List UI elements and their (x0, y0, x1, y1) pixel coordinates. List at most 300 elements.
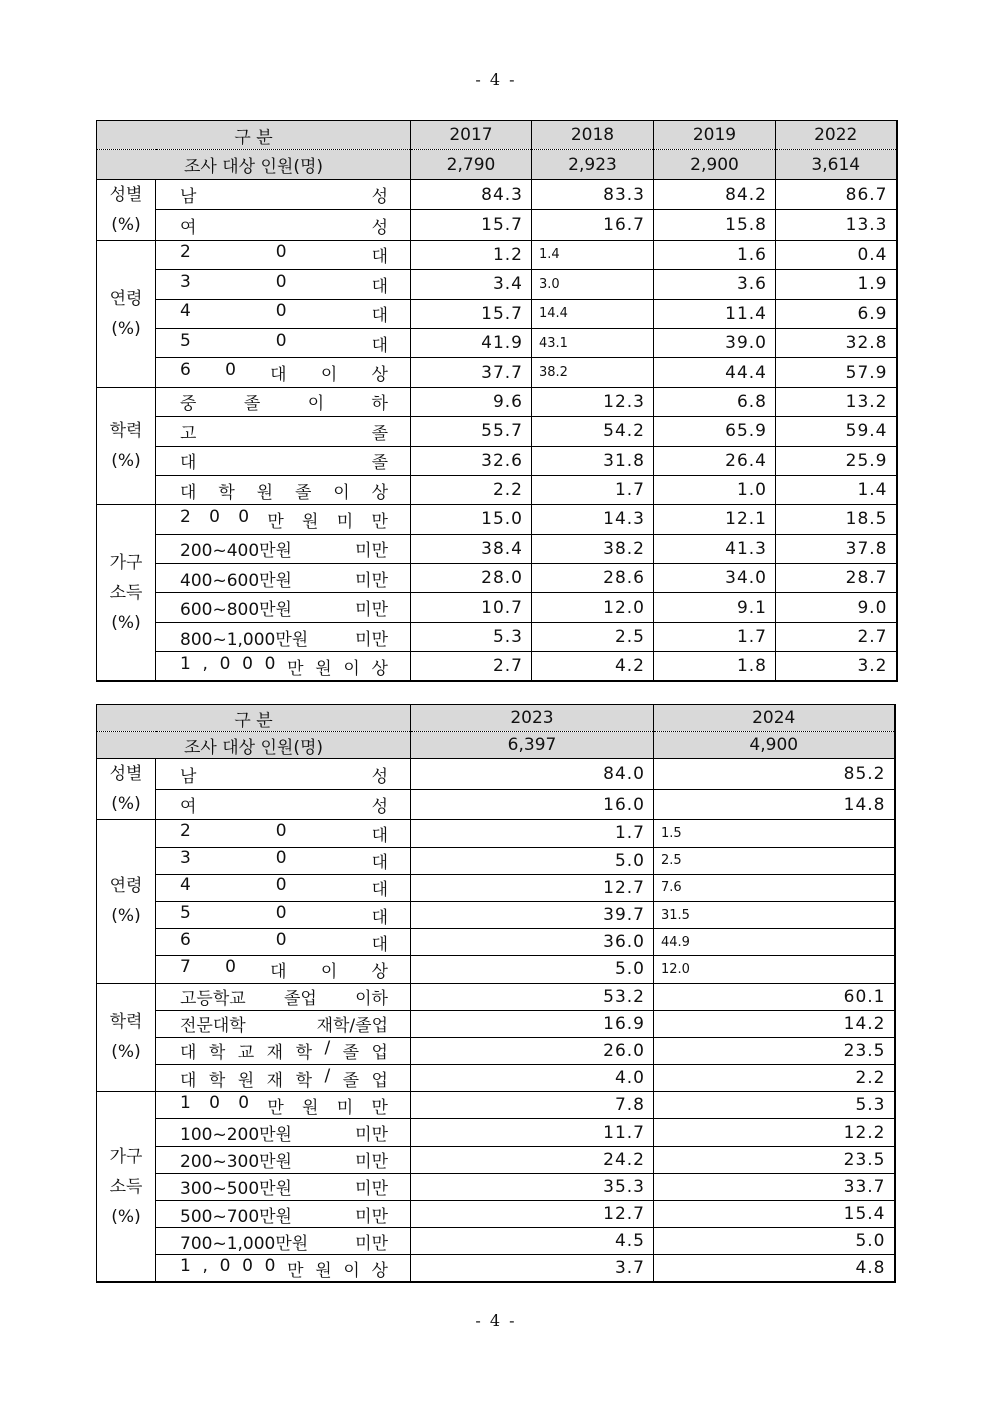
value-cell: 1.5 (654, 820, 895, 847)
row-label-part: 이 (320, 365, 338, 386)
category-label: 연령 (109, 876, 143, 897)
value-cell: 60.1 (654, 983, 895, 1010)
row-label (156, 1065, 411, 1092)
row-label-part: 대 (371, 907, 388, 928)
row-label-part: 재학/졸업 (316, 1016, 388, 1037)
value-cell: 43.1 (532, 328, 654, 357)
value-cell: 13.3 (776, 210, 897, 241)
row-label-part: 4 (180, 875, 191, 896)
row-label (156, 874, 411, 901)
row-label-part: 500~700만원 (180, 1206, 292, 1227)
row-label-part: 대 (371, 247, 388, 268)
value-cell: 12.7 (411, 874, 654, 901)
value-cell: 3.4 (411, 270, 532, 299)
row-label-part: 여 (180, 797, 197, 818)
row-label-part: 0 (225, 956, 236, 977)
value-cell: 26.4 (654, 446, 776, 475)
row-label-part: 학 (218, 482, 235, 503)
value-cell: 35.3 (411, 1173, 654, 1200)
page-number-top: - 4 - (475, 70, 517, 89)
table-row (97, 1201, 895, 1228)
value-cell: 41.9 (411, 328, 532, 357)
value-cell: 38.4 (411, 534, 532, 563)
category-cell (97, 1092, 156, 1282)
value-cell: 1.9 (776, 270, 897, 299)
row-label-part: 800~1,000만원 (180, 629, 309, 650)
header-category-label: 구 분 (97, 121, 411, 150)
value-cell: 39.7 (411, 901, 654, 928)
value-cell: 34.0 (654, 564, 776, 593)
value-cell: 36.0 (411, 929, 654, 956)
table-row (97, 534, 897, 563)
row-label-part: 원 (237, 1070, 255, 1091)
row-label-part: 미만 (355, 600, 388, 621)
row-label (156, 417, 411, 446)
value-cell: 14.8 (654, 789, 895, 820)
table-row (97, 1092, 895, 1119)
category-cell (97, 505, 156, 681)
category-label: 학력 (109, 421, 143, 442)
row-label-part: 학 (208, 1043, 226, 1064)
year-header: 2023 (411, 705, 654, 732)
row-label-part: 미만 (355, 541, 388, 562)
table-row (97, 179, 897, 210)
row-label-part: 0 (225, 360, 236, 381)
table-row (97, 1146, 895, 1173)
row-label (156, 534, 411, 563)
row-label (156, 593, 411, 622)
value-cell: 10.7 (411, 593, 532, 622)
value-cell: 37.8 (776, 534, 897, 563)
table-row (97, 1065, 895, 1092)
row-label-part: 미만 (355, 1206, 388, 1227)
header-row (97, 705, 895, 732)
row-label-part: 1 (180, 1255, 191, 1276)
category-label: 가구 (109, 552, 143, 573)
value-cell: 57.9 (776, 358, 897, 387)
value-cell: 12.0 (532, 593, 654, 622)
row-label-part: 200~400만원 (180, 541, 292, 562)
row-label (156, 652, 411, 681)
value-cell: 14.3 (532, 505, 654, 534)
value-cell: 44.4 (654, 358, 776, 387)
row-label-part: 성 (371, 797, 388, 818)
row-label-part: 3 (180, 271, 191, 292)
row-label-part: 졸업 (283, 989, 317, 1010)
value-cell: 13.2 (776, 387, 897, 416)
row-label-part: 졸 (342, 1070, 360, 1091)
row-label-part: 0 (209, 506, 220, 527)
row-label-part: 0 (275, 902, 287, 923)
row-label (156, 1173, 411, 1200)
row-label-part: 만 (287, 658, 304, 679)
row-label-part: , (202, 1255, 208, 1276)
row-label (156, 1092, 411, 1119)
value-cell: 1.7 (532, 475, 654, 504)
table-row (97, 593, 897, 622)
category-label: (%) (111, 451, 141, 472)
value-cell: 12.3 (532, 387, 654, 416)
row-label-part: 1 (180, 1092, 191, 1113)
row-label-part: 미만 (355, 570, 388, 591)
row-label-part: 미 (336, 511, 354, 532)
value-cell: 5.3 (654, 1092, 895, 1119)
row-label-part: , (202, 653, 208, 674)
table-row (97, 1255, 895, 1282)
row-label-part: 남 (180, 766, 197, 787)
value-cell: 38.2 (532, 358, 654, 387)
header-row (97, 121, 897, 150)
value-cell: 2.5 (532, 622, 654, 651)
year-header: 2024 (654, 705, 895, 732)
row-label-part: 5 (180, 330, 191, 351)
row-label-part: 대 (270, 961, 287, 982)
value-cell: 12.7 (411, 1201, 654, 1228)
category-cell (97, 240, 156, 387)
value-cell: 14.4 (532, 299, 654, 328)
row-label-part: 남 (180, 187, 197, 208)
row-label-part: 고 (180, 423, 197, 444)
table-row (97, 210, 897, 241)
row-label (156, 240, 411, 269)
value-cell: 55.7 (411, 417, 532, 446)
value-cell: 25.9 (776, 446, 897, 475)
row-label-part: 7 (180, 956, 191, 977)
value-cell: 2.7 (411, 652, 532, 681)
value-cell: 1.7 (411, 820, 654, 847)
value-cell: 1.8 (654, 652, 776, 681)
row-label (156, 956, 411, 983)
value-cell: 4.5 (411, 1228, 654, 1255)
respondents-count: 6,397 (411, 732, 654, 759)
row-label-part: 대 (180, 453, 197, 474)
value-cell: 11.4 (654, 299, 776, 328)
table-row (97, 240, 897, 269)
value-cell: 15.7 (411, 299, 532, 328)
row-label-part: 만 (371, 1097, 388, 1118)
value-cell: 2.2 (411, 475, 532, 504)
row-label-part: 하 (371, 394, 388, 415)
value-cell: 16.0 (411, 789, 654, 820)
value-cell: 41.3 (654, 534, 776, 563)
row-label-part: 원 (315, 658, 332, 679)
respondents-label: 조사 대상 인원(명) (97, 150, 411, 179)
value-cell: 5.0 (411, 847, 654, 874)
value-cell: 9.6 (411, 387, 532, 416)
table-row (97, 358, 897, 387)
survey-table-2017-2022 (96, 120, 898, 682)
row-label-part: 원 (256, 482, 274, 503)
row-label-part: 대 (180, 1070, 197, 1091)
row-label-part: 0 (242, 653, 253, 674)
value-cell: 4.0 (411, 1065, 654, 1092)
value-cell: 31.5 (654, 901, 895, 928)
row-label-part: 이하 (355, 989, 388, 1010)
row-label-part: 대 (371, 880, 388, 901)
row-label-part: / (324, 1065, 331, 1086)
row-label-part: 미만 (355, 1125, 388, 1146)
row-label-part: 미만 (355, 629, 388, 650)
row-label-part: 0 (264, 653, 276, 674)
value-cell: 16.7 (532, 210, 654, 241)
value-cell: 83.3 (532, 179, 654, 210)
value-cell: 86.7 (776, 179, 897, 210)
table-row (97, 564, 897, 593)
row-label-part: 300~500만원 (180, 1179, 292, 1200)
row-label-part: 0 (242, 1255, 253, 1276)
value-cell: 59.4 (776, 417, 897, 446)
row-label-part: 졸 (371, 453, 388, 474)
value-cell: 37.7 (411, 358, 532, 387)
row-label-part: 0 (275, 929, 287, 950)
category-label: (%) (111, 318, 141, 339)
table-row (97, 270, 897, 299)
row-label-part: 0 (275, 242, 287, 263)
table-row (97, 417, 897, 446)
value-cell: 44.9 (654, 929, 895, 956)
row-label (156, 759, 411, 790)
value-cell: 23.5 (654, 1037, 895, 1064)
table-row (97, 446, 897, 475)
row-label (156, 1201, 411, 1228)
category-label: 성별 (109, 764, 143, 785)
year-header: 2019 (654, 121, 776, 150)
row-label (156, 1010, 411, 1037)
value-cell: 0.4 (776, 240, 897, 269)
row-label (156, 179, 411, 210)
row-label-part: 원 (315, 1260, 332, 1281)
value-cell: 14.2 (654, 1010, 895, 1037)
row-label-part: 4 (180, 301, 191, 322)
row-label (156, 210, 411, 241)
value-cell: 9.1 (654, 593, 776, 622)
row-label (156, 1255, 411, 1282)
row-label-part: 만 (267, 1097, 284, 1118)
row-label-part: 이 (333, 482, 350, 503)
row-label (156, 1228, 411, 1255)
value-cell: 15.8 (654, 210, 776, 241)
value-cell: 3.2 (776, 652, 897, 681)
value-cell: 85.2 (654, 759, 895, 790)
row-label-part: 졸 (371, 423, 388, 444)
value-cell: 39.0 (654, 328, 776, 357)
category-label: 학력 (109, 1012, 143, 1033)
category-label: (%) (111, 794, 141, 815)
table-row (97, 652, 897, 681)
value-cell: 65.9 (654, 417, 776, 446)
row-label-part: 교 (237, 1043, 255, 1064)
table-row (97, 505, 897, 534)
survey-table-2023-2024 (96, 704, 896, 1283)
value-cell: 2.5 (654, 847, 895, 874)
row-label-part: 대 (371, 853, 388, 874)
row-label-part: 재 (266, 1043, 284, 1064)
row-label-part: 6 (180, 929, 191, 950)
value-cell: 3.6 (654, 270, 776, 299)
respondents-row (97, 150, 897, 179)
page-number-bottom: - 4 - (475, 1311, 517, 1330)
category-cell (97, 387, 156, 505)
respondents-label: 조사 대상 인원(명) (97, 732, 411, 759)
table-row (97, 475, 897, 504)
category-cell (97, 820, 156, 983)
category-label: (%) (111, 1206, 141, 1227)
value-cell: 3.7 (411, 1255, 654, 1282)
row-label (156, 446, 411, 475)
value-cell: 6.8 (654, 387, 776, 416)
row-label (156, 901, 411, 928)
row-label-part: 5 (180, 902, 191, 923)
row-label-part: 고등학교 (180, 989, 246, 1010)
row-label-part: 미만 (355, 1179, 388, 1200)
table-row (97, 1228, 895, 1255)
value-cell: 31.8 (532, 446, 654, 475)
value-cell: 4.2 (532, 652, 654, 681)
row-label (156, 270, 411, 299)
value-cell: 84.3 (411, 179, 532, 210)
row-label (156, 475, 411, 504)
row-label (156, 564, 411, 593)
value-cell: 6.9 (776, 299, 897, 328)
value-cell: 26.0 (411, 1037, 654, 1064)
category-cell (97, 179, 156, 240)
value-cell: 1.4 (776, 475, 897, 504)
value-cell: 16.9 (411, 1010, 654, 1037)
value-cell: 7.6 (654, 874, 895, 901)
value-cell: 9.0 (776, 593, 897, 622)
category-label: 소득 (109, 1176, 143, 1197)
respondents-count: 2,900 (654, 150, 776, 179)
row-label-part: 상 (371, 961, 388, 982)
category-label: 연령 (109, 288, 143, 309)
row-label-part: 100~200만원 (180, 1125, 292, 1146)
value-cell: 11.7 (411, 1119, 654, 1146)
row-label-part: 400~600만원 (180, 570, 292, 591)
row-label-part: 대 (371, 276, 388, 297)
row-label (156, 328, 411, 357)
row-label-part: 여 (180, 217, 197, 238)
row-label (156, 622, 411, 651)
row-label-part: 업 (371, 1070, 388, 1091)
row-label (156, 358, 411, 387)
row-label-part: 만 (287, 1260, 304, 1281)
row-label-part: 이 (343, 1260, 360, 1281)
row-label (156, 789, 411, 820)
row-label-part: 0 (275, 820, 287, 841)
table-row (97, 299, 897, 328)
row-label-part: 700~1,000만원 (180, 1233, 309, 1254)
value-cell: 2.7 (776, 622, 897, 651)
row-label-part: 0 (275, 330, 287, 351)
table-row (97, 820, 895, 847)
value-cell: 12.2 (654, 1119, 895, 1146)
value-cell: 23.5 (654, 1146, 895, 1173)
row-label-part: 미만 (355, 1152, 388, 1173)
value-cell: 18.5 (776, 505, 897, 534)
row-label-part: 재 (266, 1070, 284, 1091)
value-cell: 5.0 (411, 956, 654, 983)
row-label-part: 학 (208, 1070, 226, 1091)
row-label-part: 이 (320, 961, 338, 982)
table-row (97, 874, 895, 901)
row-label-part: 학 (295, 1070, 312, 1091)
value-cell: 15.4 (654, 1201, 895, 1228)
row-label (156, 505, 411, 534)
row-label-part: 졸 (342, 1043, 360, 1064)
value-cell: 12.0 (654, 956, 895, 983)
value-cell: 38.2 (532, 534, 654, 563)
row-label-part: 성 (371, 766, 388, 787)
value-cell: 3.0 (532, 270, 654, 299)
value-cell: 28.7 (776, 564, 897, 593)
header-category-label: 구 분 (97, 705, 411, 732)
value-cell: 1.0 (654, 475, 776, 504)
row-label-part: 2 (180, 820, 191, 841)
row-label-part: 원 (302, 1097, 319, 1118)
row-label-part: 600~800만원 (180, 600, 292, 621)
row-label (156, 1037, 411, 1064)
respondents-count: 2,923 (532, 150, 654, 179)
table-row (97, 1010, 895, 1037)
value-cell: 4.8 (654, 1255, 895, 1282)
value-cell: 5.3 (411, 622, 532, 651)
respondents-count: 3,614 (776, 150, 897, 179)
table-row (97, 387, 897, 416)
table-row (97, 1119, 895, 1146)
row-label-part: 대 (371, 825, 388, 846)
category-label: (%) (111, 1042, 141, 1063)
value-cell: 33.7 (654, 1173, 895, 1200)
value-cell: 32.6 (411, 446, 532, 475)
row-label (156, 929, 411, 956)
row-label-part: 미만 (355, 1233, 388, 1254)
row-label (156, 820, 411, 847)
row-label-part: 만 (267, 511, 284, 532)
row-label-part: 2 (180, 242, 191, 263)
value-cell: 1.7 (654, 622, 776, 651)
row-label-part: 0 (238, 1092, 250, 1113)
respondents-count: 4,900 (654, 732, 895, 759)
row-label-part: 만 (371, 511, 388, 532)
row-label-part: 대 (371, 335, 388, 356)
table-row (97, 956, 895, 983)
value-cell: 1.2 (411, 240, 532, 269)
category-label: 성별 (109, 184, 143, 205)
row-label-part: 0 (275, 271, 287, 292)
row-label-part: 0 (209, 1092, 220, 1113)
year-header: 2022 (776, 121, 897, 150)
value-cell: 2.2 (654, 1065, 895, 1092)
row-label-part: 0 (275, 875, 287, 896)
row-label (156, 387, 411, 416)
value-cell: 15.0 (411, 505, 532, 534)
category-label: (%) (111, 906, 141, 927)
row-label-part: 200~300만원 (180, 1152, 292, 1173)
row-label-part: 0 (275, 848, 287, 869)
value-cell: 15.7 (411, 210, 532, 241)
row-label (156, 1146, 411, 1173)
row-label-part: 학 (295, 1043, 312, 1064)
row-label (156, 983, 411, 1010)
row-label-part: 대 (180, 1043, 197, 1064)
row-label-part: 상 (371, 365, 388, 386)
year-header: 2018 (532, 121, 654, 150)
row-label-part: 이 (307, 394, 325, 415)
row-label (156, 847, 411, 874)
year-header: 2017 (411, 121, 532, 150)
table-row (97, 847, 895, 874)
row-label-part: 1 (180, 653, 191, 674)
